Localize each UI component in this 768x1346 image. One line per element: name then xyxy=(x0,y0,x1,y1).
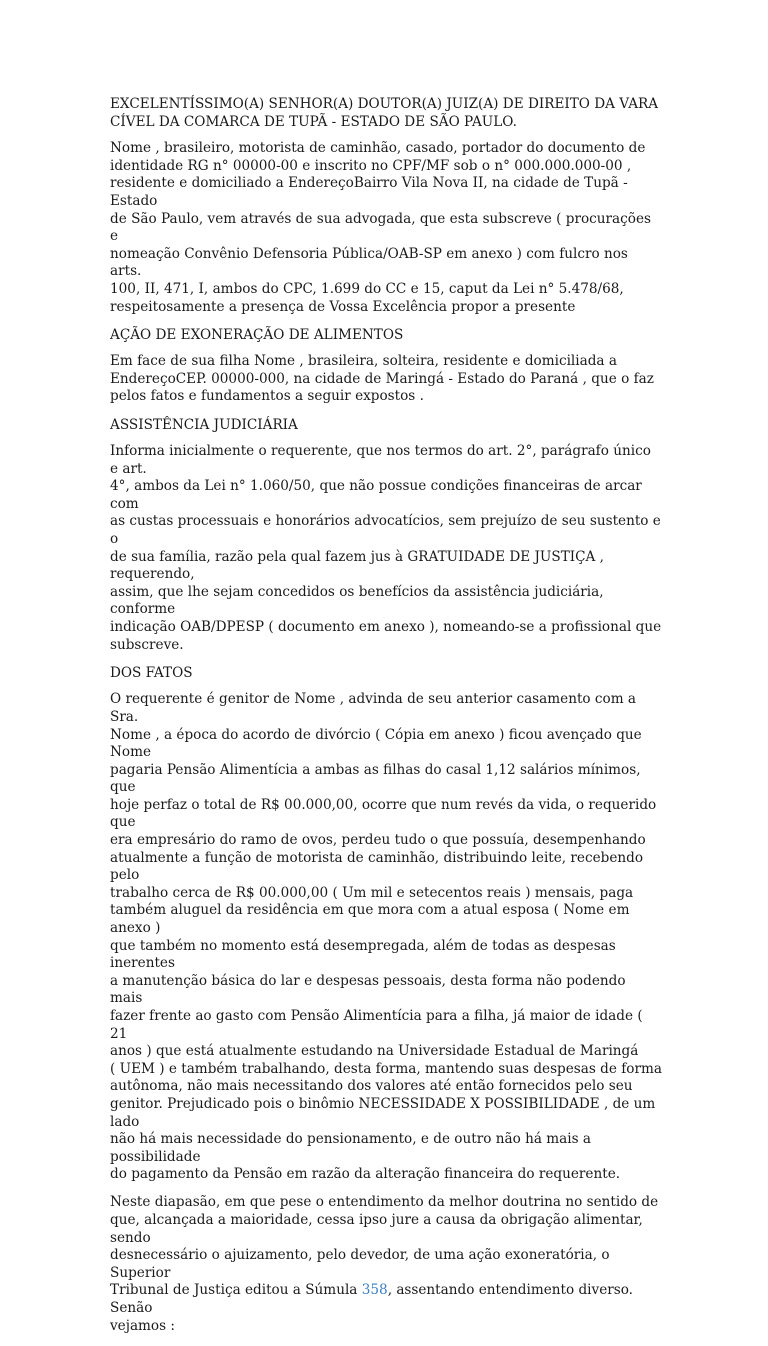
facts-paragraph: O requerente é genitor de Nome , advinda de seu anterior casamento com a Sra. Nome , a época do acordo de divórcio ( Cópia em anexo ) ficou avençado que Nome pagaria Pensão Alimentícia a ambas as filhas do casal 1,12 salários mínimos, que hoje perfaz o total de R$ 00.000,00, ocorre que num revés da vida, o requerido que era empresário do ramo de ovos, perdeu tudo o que possuía, desempenhando atualmente a função de motorista de caminhão, distribuindo leite, recebendo pelo trabalho cerca de R$ 00.000,00 ( Um mil e setecentos reais ) mensais, paga também aluguel da residência em que mora com a atual esposa ( Nome em anexo ) que também no momento está desempregada, além de todas as despesas inerentes a manutenção básica do lar e despesas pessoais, desta forma não podendo mais fazer frente ao gasto com Pensão Alimentícia para a filha, já maior de idade ( 21 anos ) que está atualmente estudando na Universidade Estadual de Maringá ( UEM ) e também trabalhando, desta forma, mantendo suas despesas de forma autônoma, não mais necessitando dos valores até então fornecidos pelo seu genitor. Prejudicado pois o binômio NECESSIDADE X POSSIBILIDADE , de um lado não há mais necessidade do pensionamento, e de outro não há mais a possibilidade do pagamento da Pensão em razão da alteração financeira do requerente. xyxy=(110,691,662,1183)
qualification-paragraph: Nome , brasileiro, motorista de caminhão, casado, portador do documento de identidade RG n° 00000-00 e inscrito no CPF/MF sob o n° 000.000.000-00 , residente e domiciliado a EndereçoBairro Vila Nova II, na cidade de Tupã - Estado de São Paulo, vem através de sua advogada, que esta subscreve ( procurações e nomeação Convênio Defensoria Pública/OAB-SP em anexo ) com fulcro nos arts. 100, II, 471, I, ambos do CPC, 1.699 do CC e 15, caput da Lei n° 5.478/68, respeitosamente a presença de Vossa Excelência propor a presente xyxy=(110,140,651,315)
court-header: EXCELENTÍSSIMO(A) SENHOR(A) DOUTOR(A) JUIZ(A) DE DIREITO DA VARA CÍVEL DA COMARCA DE TUPÃ - ESTADO DE SÃO PAULO. xyxy=(110,96,659,130)
sumula-358-link[interactable]: 358 xyxy=(361,1282,388,1299)
section-heading-assistance: ASSISTÊNCIA JUDICIÁRIA xyxy=(110,416,298,433)
assistance-paragraph: Informa inicialmente o requerente, que nos termos do art. 2°, parágrafo único e art. 4°, ambos da Lei n° 1.060/50, que não possue condições financeiras de arcar com as custas processuais e honorários advocatícios, sem prejuízo de seu sustento e o de sua família, razão pela qual fazem jus à GRATUIDADE DE JUSTIÇA , requerendo, assim, que lhe sejam concedidos os benefícios da assistência judiciária, conforme indicação OAB/DPESP ( documento em anexo ), nomeando-se a profissional que subscreve. xyxy=(110,443,662,653)
document-body xyxy=(110,96,662,1346)
defendant-paragraph: Em face de sua filha Nome , brasileira, solteira, residente e domiciliada a EndereçoCEP. 00000-000, na cidade de Maringá - Estado do Paraná , que o faz pelos fatos e fundamentos a seguir expostos . xyxy=(110,353,654,405)
closing-paragraph xyxy=(110,1194,662,1335)
closing-text-before-link: Neste diapasão, em que pese o entendimento da melhor doutrina no sentido de que, alcançada a maioridade, cessa ipso jure a causa da obrigação alimentar, sendo desnecessário o ajuizamento, pelo devedor, de uma ação exoneratória, o Superior Tribunal de Justiça editou a Súmula xyxy=(110,1194,659,1299)
section-heading-facts: DOS FATOS xyxy=(110,664,193,681)
action-title: AÇÃO DE EXONERAÇÃO DE ALIMENTOS xyxy=(110,326,404,343)
closing-text-after-link: , assentando entendimento diverso. Senão vejamos : xyxy=(110,1282,633,1334)
